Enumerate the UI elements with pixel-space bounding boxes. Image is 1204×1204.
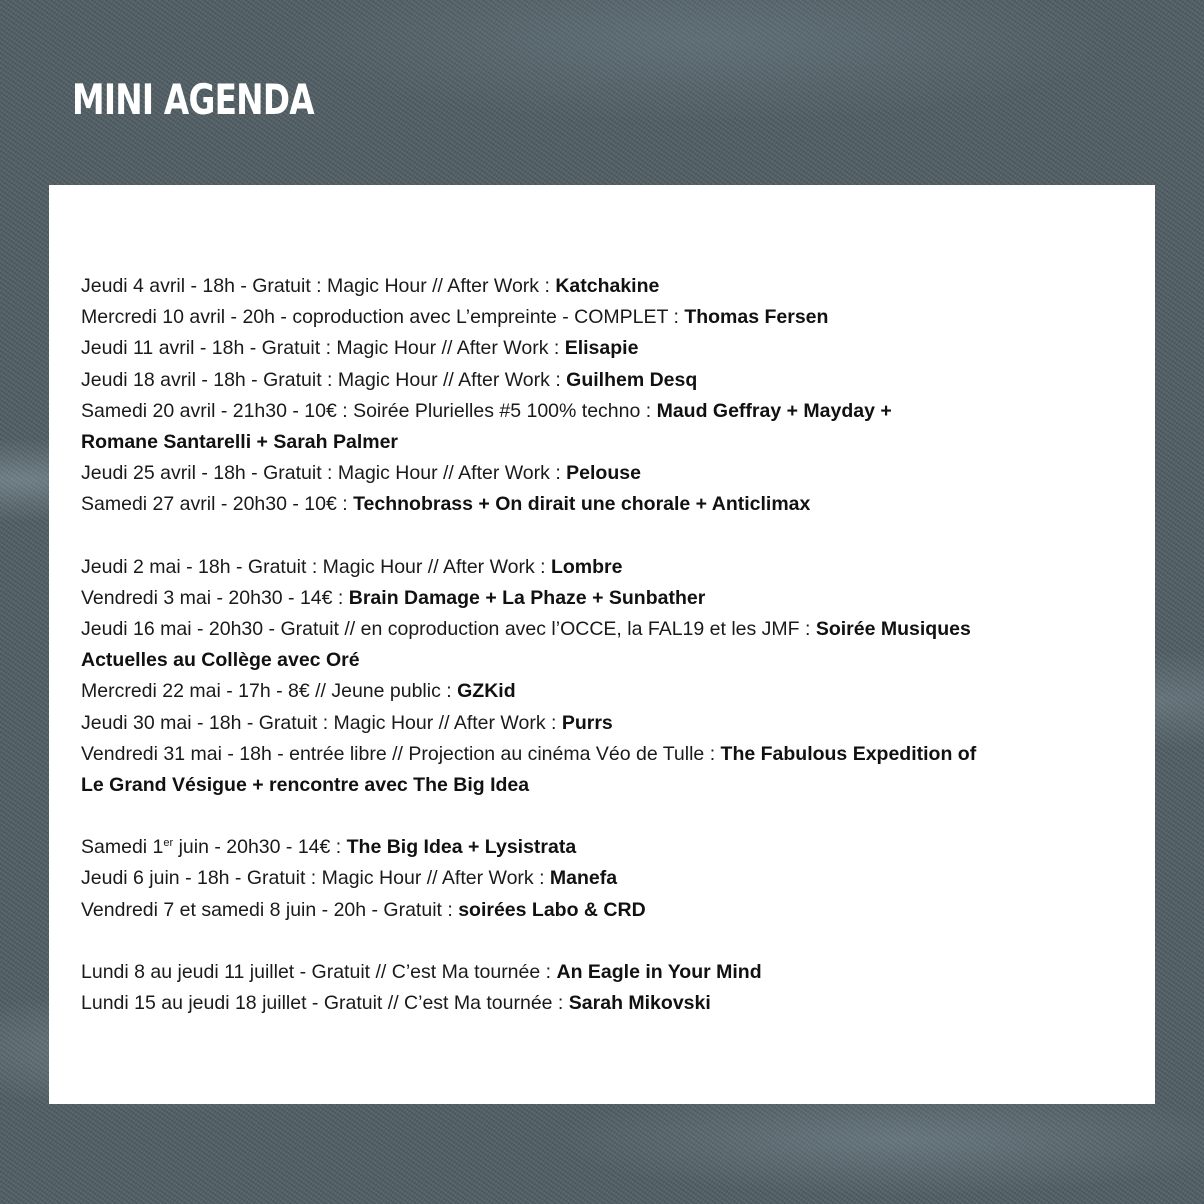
entry-acts: soirées Labo & CRD (458, 898, 646, 921)
entry-info: Samedi 27 avril - 20h30 - 10€ : (81, 493, 354, 516)
entry-acts: Lombre (550, 555, 623, 578)
entry-acts: Elisapie (564, 337, 639, 360)
agenda-entry (81, 583, 1155, 614)
agenda-entry (81, 489, 1155, 520)
month-block-april (81, 271, 1155, 521)
agenda-entry (81, 739, 1155, 770)
entry-acts: Sarah Mikovski (568, 992, 711, 1015)
agenda-entry (81, 676, 1155, 707)
entry-acts: Guilhem Desq (566, 368, 698, 391)
entry-acts: GZKid (457, 680, 516, 703)
entry-info: Vendredi 3 mai - 20h30 - 14€ : (81, 586, 349, 609)
entry-info: Jeudi 30 mai - 18h - Gratuit : Magic Hour // After Work : (81, 711, 562, 734)
entry-acts: Manefa (549, 867, 618, 890)
entry-acts: Actuelles au Collège avec Oré (81, 649, 360, 672)
entry-acts: Brain Damage + La Phaze + Sunbather (348, 586, 706, 609)
entry-acts: Romane Santarelli + Sarah Palmer (81, 431, 399, 454)
entry-acts: Technobrass + On dirait une chorale + Anticlimax (353, 493, 811, 516)
entry-acts: Soirée Musiques (815, 618, 971, 641)
entry-acts: The Fabulous Expedition of (720, 742, 977, 765)
entry-info: Samedi 20 avril - 21h30 - 10€ : Soirée Plurielles #5 100% techno : (81, 399, 657, 422)
agenda-entry-continuation (81, 427, 1155, 458)
month-block-may (81, 552, 1155, 802)
agenda-entry (81, 302, 1155, 333)
agenda-entry-continuation (81, 645, 1155, 676)
entry-info: Lundi 15 au jeudi 18 juillet - Gratuit // C’est Ma tournée : (81, 992, 569, 1015)
agenda-entry (81, 333, 1155, 364)
entry-acts: An Eagle in Your Mind (556, 960, 762, 983)
agenda-entry (81, 614, 1155, 645)
agenda-entry-continuation (81, 770, 1155, 801)
entry-info: Vendredi 7 et samedi 8 juin - 20h - Gratuit : (81, 898, 459, 921)
page-title: MINI AGENDA (72, 75, 314, 124)
month-block-june (81, 832, 1155, 926)
entry-info: Jeudi 11 avril - 18h - Gratuit : Magic Hour // After Work : (81, 337, 565, 360)
entry-info: Jeudi 18 avril - 18h - Gratuit : Magic Hour // After Work : (81, 368, 567, 391)
agenda-entry (81, 552, 1155, 583)
entry-acts: The Big Idea + Lysistrata (346, 836, 577, 859)
entry-info: Lundi 8 au jeudi 11 juillet - Gratuit // C’est Ma tournée : (81, 960, 557, 983)
entry-acts: Le Grand Vésigue + rencontre avec The Big Idea (81, 774, 530, 797)
ordinal-suffix: er (163, 837, 174, 850)
agenda-entry (81, 895, 1155, 926)
agenda-entry (81, 396, 1155, 427)
entry-info: Mercredi 22 mai - 17h - 8€ // Jeune public : (81, 680, 458, 703)
agenda-entry (81, 708, 1155, 739)
entry-info: Samedi 1 (81, 836, 164, 859)
agenda-entry (81, 832, 1155, 863)
entry-info: Jeudi 6 juin - 18h - Gratuit : Magic Hour // After Work : (81, 867, 550, 890)
agenda-entry (81, 458, 1155, 489)
agenda-entry (81, 863, 1155, 894)
entry-info: Jeudi 2 mai - 18h - Gratuit : Magic Hour // After Work : (81, 555, 551, 578)
agenda-entry (81, 271, 1155, 302)
agenda-entry (81, 988, 1155, 1019)
agenda-card (49, 185, 1155, 1104)
month-block-july (81, 957, 1155, 1019)
entry-info: Jeudi 25 avril - 18h - Gratuit : Magic Hour // After Work : (81, 462, 567, 485)
agenda-entry (81, 957, 1155, 988)
entry-info: Jeudi 16 mai - 20h30 - Gratuit // en coproduction avec l’OCCE, la FAL19 et les JMF : (81, 618, 816, 641)
entry-info: Jeudi 4 avril - 18h - Gratuit : Magic Hour // After Work : (81, 275, 556, 297)
entry-acts: Thomas Fersen (684, 306, 829, 329)
entry-acts: Purrs (561, 711, 613, 734)
entry-info: Mercredi 10 avril - 20h - coproduction avec L’empreinte - COMPLET : (81, 306, 685, 329)
entry-info: Vendredi 31 mai - 18h - entrée libre // Projection au cinéma Véo de Tulle : (81, 742, 721, 765)
entry-acts: Maud Geffray + Mayday + (656, 399, 892, 422)
agenda-entry (81, 365, 1155, 396)
entry-info: juin - 20h30 - 14€ : (173, 836, 347, 859)
entry-acts: Pelouse (566, 462, 641, 485)
entry-acts: Katchakine (555, 275, 660, 297)
